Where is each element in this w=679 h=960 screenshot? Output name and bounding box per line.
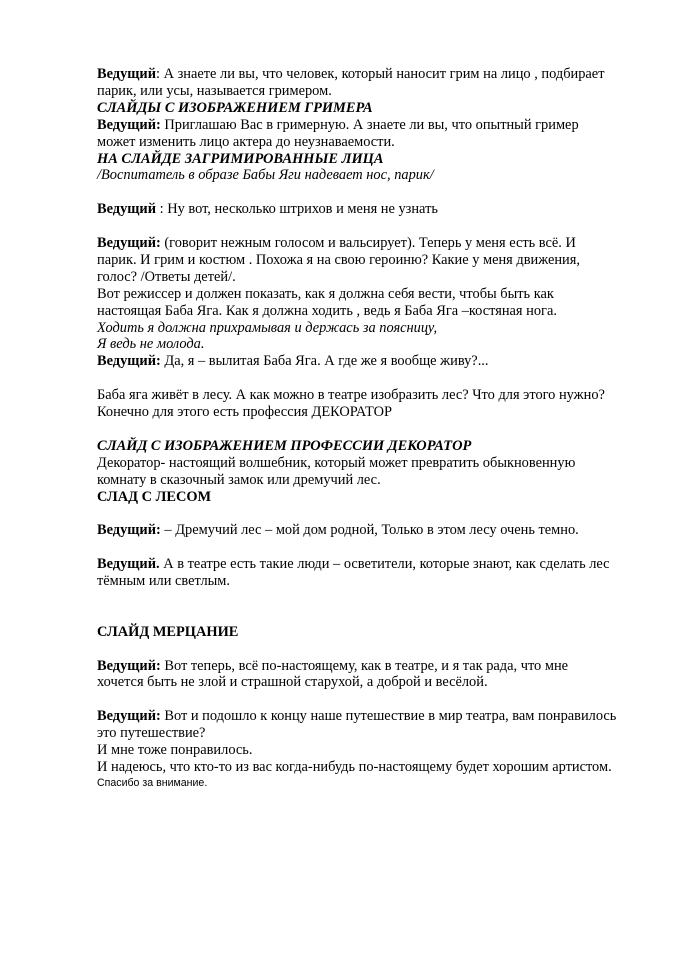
paragraph-decorator-wizard: Декоратор- настоящий волшебник, который может превратить обыкновенную комнату в сказочный замок или дремучий лес. bbox=[97, 454, 576, 488]
speaker-label: Ведущий bbox=[97, 66, 157, 82]
speaker-label: Ведущий bbox=[97, 201, 157, 218]
paragraph-text: : Ну вот, несколько штрихов и меня не узнать bbox=[156, 201, 438, 218]
spacer bbox=[97, 691, 617, 708]
paragraph-costume bbox=[97, 235, 617, 286]
spacer bbox=[97, 421, 617, 438]
paragraph-dense-forest bbox=[97, 522, 617, 539]
paragraph-liked: И мне тоже понравилось. bbox=[97, 742, 253, 759]
spacer bbox=[97, 607, 617, 624]
paragraph-text: (говорит нежным голосом и вальсирует). Теперь у меня есть всё. И парик. И грим и костюм . Похожа я на свою героиню? Какие у меня движения, голос? /Ответы детей/. bbox=[97, 235, 580, 285]
speaker-label: Ведущий: bbox=[97, 657, 161, 674]
paragraph-text: Да, я – вылитая Баба Яга. А где же я вообще живу?... bbox=[160, 353, 489, 370]
speaker-label: Ведущий: bbox=[97, 353, 161, 370]
paragraph-text: Приглашаю Вас в гримерную. А знаете ли вы, что опытный гример может изменить лицо актера до неузнаваемости. bbox=[97, 116, 579, 150]
document-body bbox=[97, 66, 617, 790]
spacer bbox=[97, 218, 617, 235]
speaker-label: Ведущий: bbox=[97, 522, 161, 539]
paragraph-journey-end bbox=[97, 708, 617, 742]
spacer bbox=[97, 539, 617, 556]
stage-direction-line: Ходить я должна прихрамывая и держась за поясницу, bbox=[97, 319, 438, 336]
speaker-label: Ведущий: bbox=[97, 708, 161, 725]
slide-heading-flicker: СЛАЙД МЕРЦАНИЕ bbox=[97, 623, 239, 640]
paragraph-where-live bbox=[97, 353, 617, 370]
paragraph-lighting bbox=[97, 556, 617, 590]
closing-thanks: Спасибо за внимание. bbox=[97, 776, 208, 789]
paragraph-decorator: Конечно для этого есть профессия ДЕКОРАТОР bbox=[97, 404, 393, 421]
speaker-label: Ведущий. bbox=[97, 556, 160, 573]
spacer bbox=[97, 506, 617, 523]
paragraph-text: Вот теперь, всё по-настоящему, как в театре, и я так рада, что мне хочется быть не злой и страшной старухой, а доброй и весёлой. bbox=[97, 657, 569, 691]
paragraph-intro bbox=[97, 66, 617, 100]
spacer bbox=[97, 641, 617, 658]
slide-heading-decorator: СЛАЙД С ИЗОБРАЖЕНИЕМ ПРОФЕССИИ ДЕКОРАТОР bbox=[97, 437, 472, 454]
paragraph-kind bbox=[97, 658, 617, 692]
spacer bbox=[97, 370, 617, 387]
paragraph-text: Вот и подошло к концу наше путешествие в мир театра, вам понравилось это путешествие? bbox=[97, 708, 617, 742]
speaker-label: Ведущий: bbox=[97, 116, 161, 133]
paragraph-forest-question: Баба яга живёт в лесу. А как можно в театре изобразить лес? Что для этого нужно? bbox=[97, 387, 605, 404]
speaker-label: Ведущий: bbox=[97, 235, 161, 252]
paragraph-text: – Дремучий лес – мой дом родной, Только в этом лесу очень темно. bbox=[160, 522, 579, 539]
spacer bbox=[97, 590, 617, 607]
paragraph-director: Вот режиссер и должен показать, как я должна себя вести, чтобы быть как настоящая Баба Яга. Как я должна ходить , ведь я Баба Яга –костяная нога. bbox=[97, 285, 557, 319]
stage-direction: /Воспитатель в образе Бабы Яги надевает нос, парик/ bbox=[97, 167, 434, 184]
spacer bbox=[97, 184, 617, 201]
slide-heading-faces: НА СЛАЙДЕ ЗАГРИМИРОВАННЫЕ ЛИЦА bbox=[97, 150, 384, 167]
slide-heading-forest: СЛАД С ЛЕСОМ bbox=[97, 488, 212, 505]
paragraph-hope: И надеюсь, что кто-то из вас когда-нибудь по-настоящему будет хорошим артистом. bbox=[97, 759, 612, 775]
slide-heading-makeup-artist: СЛАЙДЫ С ИЗОБРАЖЕНИЕМ ГРИМЕРА bbox=[97, 99, 373, 116]
stage-direction-line: Я ведь не молода. bbox=[97, 336, 205, 353]
paragraph-strokes bbox=[97, 201, 617, 218]
paragraph-dressing-room bbox=[97, 117, 617, 151]
paragraph-text: : А знаете ли вы, что человек, который наносит грим на лицо , подбирает парик, или усы, называется гримером. bbox=[97, 66, 605, 99]
paragraph-text: А в театре есть такие люди – осветители, которые знают, как сделать лес тёмным или светлым. bbox=[97, 556, 610, 590]
